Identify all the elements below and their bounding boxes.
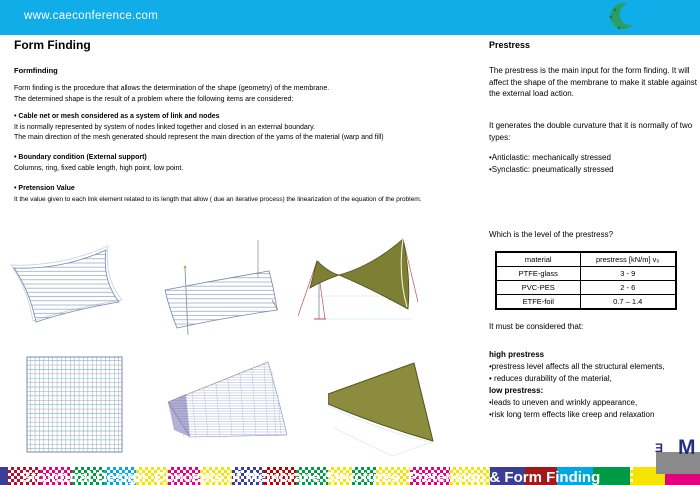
bullet-cable-net: [14, 112, 478, 143]
low-prestress-heading: low prestress:: [489, 386, 544, 395]
col-material: material: [496, 252, 580, 267]
bullet-line: The main direction of the mesh generated should represent the main direction of the yarns of the material (warp and fill): [14, 133, 384, 141]
table-row: [496, 295, 676, 310]
figure-perspective-mesh: [160, 350, 345, 468]
site-url[interactable]: www.caeconference.com: [24, 10, 159, 22]
type-anticlastic: •Anticlastic: mechanically stressed: [489, 153, 611, 162]
footer-caption: Structural Design Concepts of Membrane Structures Pretension & Form Finding: [21, 469, 601, 485]
figure-hypar-wireframe: [6, 240, 136, 330]
high-prestress-item: •prestress level affects all the structural elements,: [489, 362, 665, 371]
top-bar: [0, 0, 700, 35]
figure-olive-membrane-render: [328, 338, 483, 466]
caeconference-logo-icon: [604, 2, 638, 33]
bullet-heading: • Boundary condition (External support): [14, 154, 147, 161]
bullet-heading: • Pretension Value: [14, 185, 75, 192]
bullet-heading: • Cable net or mesh considered as a system of link and nodes: [14, 113, 220, 120]
bullet-line: It the value given to each link element related to its length that allow ( due an iterative process) the linearization of the equation of the problem.: [14, 195, 422, 203]
formfinding-subtitle: Formfinding: [14, 66, 58, 75]
bullet-boundary-condition: [14, 153, 478, 174]
prestress-title: Prestress: [489, 40, 531, 50]
table-header-row: [496, 252, 676, 267]
cell-prestress: 0.7 – 1.4: [580, 295, 676, 310]
table-row: [496, 281, 676, 295]
bullet-line: It is normally represented by system of nodes linked together and closed in an external boundary.: [14, 123, 316, 131]
low-prestress-item: •risk long term effects like creep and relaxation: [489, 410, 655, 419]
cell-material: PTFE-glass: [496, 267, 580, 281]
consider-note: It must be considered that:: [489, 322, 584, 331]
high-prestress-heading: high prestress: [489, 350, 545, 359]
figure-flat-grid: [26, 356, 124, 454]
cell-prestress: 3 - 9: [580, 267, 676, 281]
high-prestress-item: • reduces durability of the material,: [489, 374, 612, 383]
type-synclastic: •Synclastic: pneumatically stressed: [489, 164, 614, 174]
bullet-line: Columns, ring, fixed cable length, high point, low point.: [14, 164, 184, 172]
cell-prestress: 2 - 6: [580, 281, 676, 295]
figure-olive-tent-render: [270, 220, 478, 342]
low-prestress-item: •leads to uneven and wrinkly appearance,: [489, 398, 638, 407]
cell-material: ETFE-foil: [496, 295, 580, 310]
col-prestress: prestress [kN/m] v₀: [580, 252, 676, 267]
prestress-paragraph-2: It generates the double curvature that it is normally of two types:: [489, 121, 693, 142]
prestress-paragraph-1: The prestress is the main input for the form finding. It will affect the shape of the membrane to make it stable against the external load action.: [489, 66, 697, 99]
prestress-table: [495, 251, 677, 310]
bullet-pretension-value: [14, 184, 478, 204]
page-title: Form Finding: [14, 38, 91, 52]
intro-line-1: Form finding is the procedure that allows the determination of the shape (geometry) of the membrane.: [14, 85, 330, 92]
bottom-logo-letter: M: [678, 436, 696, 459]
bottom-logo-glyph: Ǝ: [655, 441, 664, 455]
prestress-question: Which is the level of the prestress?: [489, 230, 614, 239]
curvature-types: [489, 152, 700, 175]
intro-line-2: The determined shape is the result of a problem where the following items are considered:: [14, 95, 294, 103]
intro-paragraph: [14, 84, 478, 105]
figure-mesh-with-masts: [147, 238, 287, 343]
table-row: [496, 267, 676, 281]
cell-material: PVC-PES: [496, 281, 580, 295]
prestress-effects-list: [489, 349, 700, 421]
